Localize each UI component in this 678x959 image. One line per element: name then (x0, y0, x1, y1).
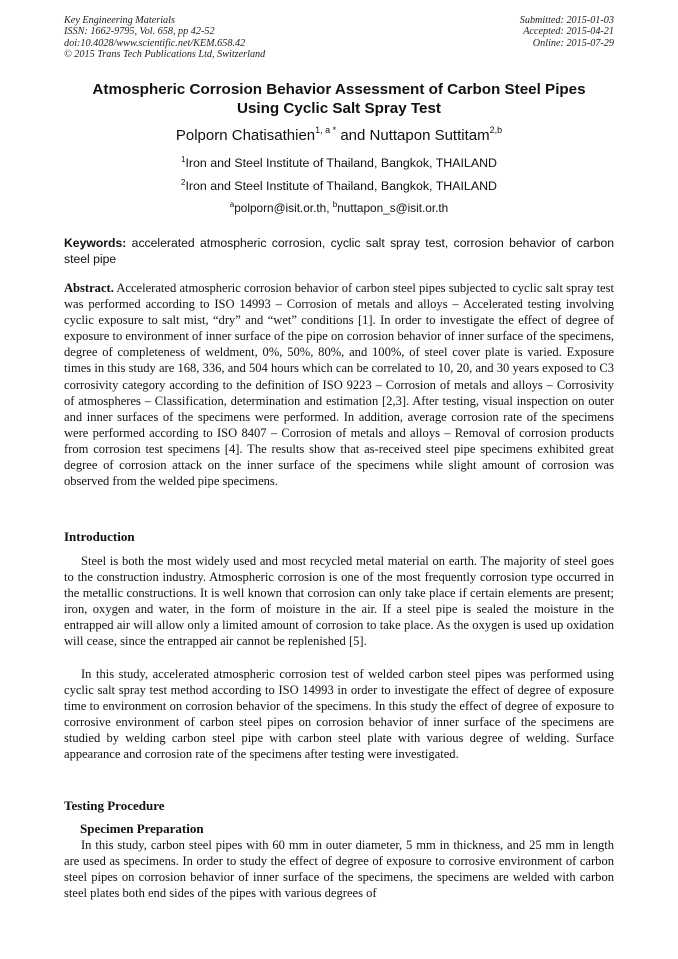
affiliation-2 (64, 178, 614, 194)
journal-doi: doi:10.4028/www.scientific.net/KEM.658.42 (64, 37, 246, 49)
journal-name: Key Engineering Materials (64, 15, 175, 26)
specimen-preparation-paragraph: In this study, carbon steel pipes with 60 mm in outer diameter, 5 mm in thickness, and 25 mm in length are used as specimens. In order to study the effect of degree of exposure to corrosive environment of carbon steel pipes on corrosion behavior of inner surface of the specimens, the specimens are welded with carbon steel plates both end sides of the pipes with various degrees of (64, 838, 614, 901)
paper-title (60, 81, 618, 118)
author-1-name: Polporn Chatisathien (175, 127, 316, 144)
author-connector: and (336, 127, 370, 144)
author-1-marker: 1, a * (315, 125, 337, 135)
abstract-text: Accelerated atmospheric corrosion behavior of carbon steel pipes subjected to cyclic salt spray test was performed according to ISO 14993 – Corrosion of metals and alloys – Accelerated testing involving cyclic exposure to salt mist, “dry” and “wet” conditions [1]. In order to investigate the effect of degree of exposure to environment of inner surface of the pipe on corrosion behavior of inner surface of the specimens, degree of completeness of weldment, 0%, 50%, 80%, and 100%, of steel cover plate is varied. Exposure times in this study are 168, 336, and 504 hours which can be correlated to 10, 20, and 30 years exposed to C3 corrosivity category according to the definition of ISO 9223 – Corrosion of metals and alloys – Corrosivity of atmospheres – Classification, determination and estimation [2,3]. After testing, visual inspection on outer and inner surfaces of the specimens were performed. In addition, average corrosion rate of the specimens were performed according to ISO 8407 – Corrosion of metals and alloys – Removal of corrosion products from corrosion test specimens [4]. The results show that as-received steel pipe specimens exhibited great degree of corrosion attack on the inner surface of the specimens while slight amount of corrosion was observed from the welded pipe specimens. (64, 281, 614, 489)
keywords-text: accelerated atmospheric corrosion, cyclic salt spray test, corrosion behavior of carbon steel pipe (64, 236, 614, 266)
author-list (64, 126, 614, 146)
online-date: Online: 2015-07-29 (532, 37, 614, 49)
affiliation-2-text: Iron and Steel Institute of Thailand, Bangkok, THAILAND (185, 179, 497, 193)
submitted-date: Submitted: 2015-01-03 (519, 15, 614, 26)
journal-header-left (64, 15, 265, 61)
specimen-preparation-heading: Specimen Preparation (80, 821, 204, 836)
email-b-marker: b (332, 200, 338, 209)
keywords (64, 235, 614, 267)
keywords-label: Keywords: (64, 236, 127, 250)
abstract-label: Abstract. (64, 281, 114, 295)
journal-issn: ISSN: 1662-9795, Vol. 658, pp 42-52 (64, 26, 215, 38)
title-line-1: Atmospheric Corrosion Behavior Assessment of Carbon Steel Pipes (92, 81, 586, 98)
affiliation-1-marker: 1 (180, 155, 186, 164)
abstract (64, 280, 614, 489)
email-b: nuttapon_s@isit.or.th (337, 201, 449, 215)
affiliation-2-marker: 2 (180, 178, 186, 187)
affiliation-1-text: Iron and Steel Institute of Thailand, Bangkok, THAILAND (185, 156, 497, 170)
author-2-name: Nuttapon Suttitam (369, 127, 490, 144)
journal-copyright: © 2015 Trans Tech Publications Ltd, Switzerland (64, 49, 266, 61)
journal-header-right (520, 15, 614, 49)
title-line-2: Using Cyclic Salt Spray Test (237, 99, 441, 117)
email-a-marker: a (229, 200, 235, 209)
testing-procedure-heading: Testing Procedure (64, 798, 165, 813)
email-a: polporn@isit.or.th, (234, 201, 333, 215)
introduction-paragraph-1: Steel is both the most widely used and most recycled metal material on earth. The majority of steel goes to the construction industry. Atmospheric corrosion is one of the most frequently corrosion type occurred in the metallic constructions. It is well known that corrosion can only take place if certain elements are present; iron, oxygen and water, in the form of moisture in the air. If a steel pipe is sealed the moisture in the entrapped air will allow only a limited amount of corrosion to take place. As the oxygen is used up oxidation will cease, since the entrapped air cannot be replenished [5]. (64, 554, 614, 649)
author-emails (64, 200, 614, 216)
author-2-marker: 2,b (489, 125, 503, 135)
affiliation-1 (64, 155, 614, 171)
accepted-date: Accepted: 2015-04-21 (523, 26, 614, 38)
introduction-paragraph-2: In this study, accelerated atmospheric corrosion test of welded carbon steel pipes was performed using cyclic salt spray test method according to ISO 14993 in order to investigate the effect of degree of exposure time to environment on corrosion behavior of the specimens. In this study the effect of degree of exposure to corrosive environment of carbon steel pipes on corrosion behavior of inner surface of the specimens are studied by welding carbon steel pipe with carbon steel plate with various degree of welding. Surface appearance and corrosion rate of the specimens after testing were investigated. (64, 667, 614, 762)
introduction-heading: Introduction (64, 529, 135, 544)
